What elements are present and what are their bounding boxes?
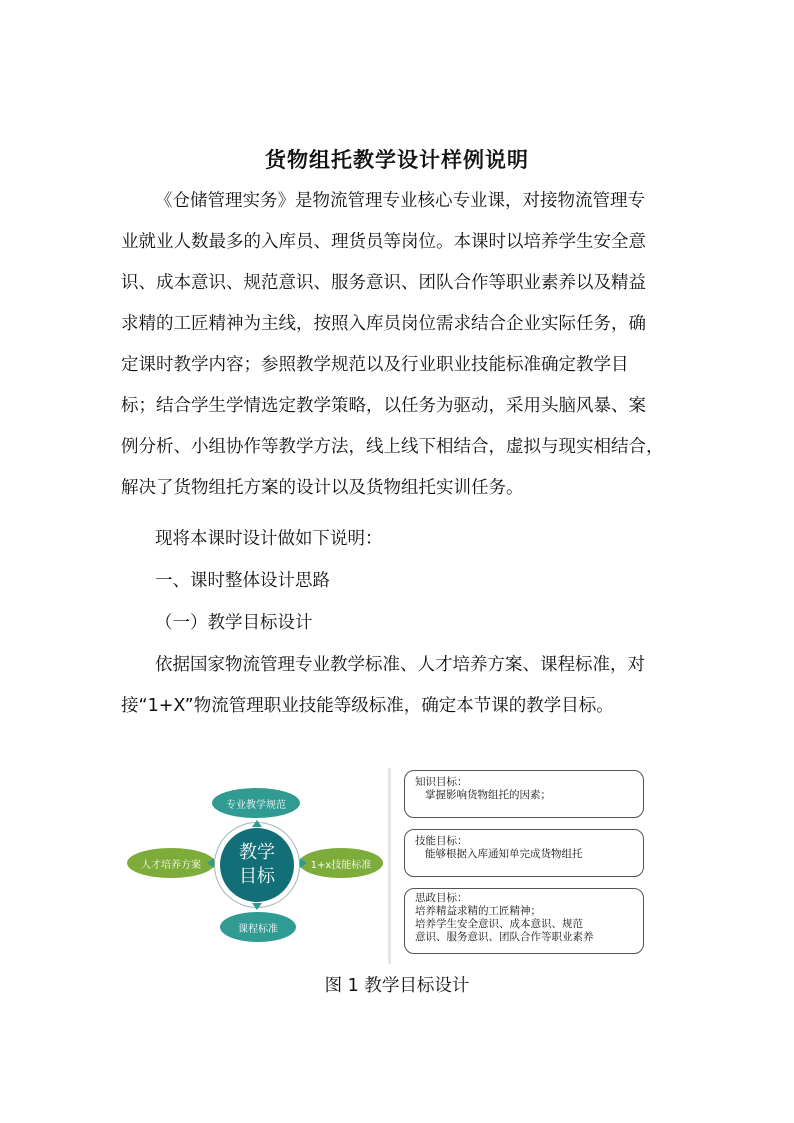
section-heading: 一、课时整体设计思路 xyxy=(155,571,330,591)
oval-label: 课程标准 xyxy=(238,923,278,935)
intro-line: 标；结合学生学情选定教学策略，以任务为驱动，采用头脑风暴、案 xyxy=(121,396,646,416)
center-circle xyxy=(220,828,294,902)
knowledge-goal-title: 知识目标： xyxy=(415,776,468,788)
basis-line: 接“1+X”物流管理职业技能等级标准，确定本节课的教学目标。 xyxy=(121,696,614,716)
figure-caption: 图 1 教学目标设计 xyxy=(324,976,470,996)
oval-professional-norms xyxy=(212,788,300,818)
intro-line: 识、成本意识、规范意识、服务意识、团队合作等职业素养以及精益 xyxy=(121,273,646,293)
intro-line: 《仓储管理实务》是物流管理专业核心专业课，对接物流管理专 xyxy=(155,191,645,211)
figure-divider xyxy=(388,768,391,964)
oval-1x-standard xyxy=(299,848,383,878)
intro-line: 解决了货物组托方案的设计以及货物组托实训任务。 xyxy=(121,478,524,498)
intro-line: 求精的工匠精神为主线，按照入库员岗位需求结合企业实际任务，确 xyxy=(121,314,646,334)
oval-label: 专业教学规范 xyxy=(226,799,286,811)
ideology-goal-line: 意识、服务意识、团队合作等职业素养 xyxy=(415,931,594,943)
intro-line: 定课时教学内容；参照教学规范以及行业职业技能标准确定教学目 xyxy=(121,355,629,375)
lead-text: 现将本课时设计做如下说明： xyxy=(155,529,383,549)
skill-goal-content: 能够根据入库通知单完成货物组托 xyxy=(425,848,583,860)
intro-line: 例分析、小组协作等教学方法，线上线下相结合，虚拟与现实相结合， xyxy=(121,437,664,457)
intro-line: 业就业人数最多的入库员、理货员等岗位。本课时以培养学生安全意 xyxy=(121,232,646,252)
document-title: 货物组托教学设计样例说明 xyxy=(265,148,529,172)
oval-course-standard xyxy=(220,912,296,942)
ideology-goal-box xyxy=(404,888,644,954)
center-label-line1: 教学 xyxy=(239,842,275,863)
arrow-right-icon xyxy=(300,858,307,868)
ideology-goal-line: 培养学生安全意识、成本意识、规范 xyxy=(415,918,583,930)
subsection-heading: （一）教学目标设计 xyxy=(155,613,313,633)
arrow-left-icon xyxy=(207,858,214,868)
knowledge-goal-content: 掌握影响货物组托的因素； xyxy=(425,789,551,801)
arrow-up-icon xyxy=(252,820,262,827)
oval-label: 1+x技能标准 xyxy=(310,859,372,871)
arrow-down-icon xyxy=(252,903,262,910)
skill-goal-title: 技能目标： xyxy=(415,835,468,847)
ideology-goal-line: 培养精益求精的工匠精神； xyxy=(415,905,541,917)
center-label-line2: 目标 xyxy=(239,866,275,887)
ideology-goal-title: 思政目标： xyxy=(415,892,468,904)
skill-goal-box xyxy=(404,829,644,877)
basis-line: 依据国家物流管理专业教学标准、人才培养方案、课程标准，对 xyxy=(155,655,645,675)
teaching-goals-figure xyxy=(122,760,652,970)
knowledge-goal-box xyxy=(404,770,644,818)
oval-talent-plan xyxy=(127,848,215,878)
oval-label: 人才培养方案 xyxy=(141,859,201,871)
